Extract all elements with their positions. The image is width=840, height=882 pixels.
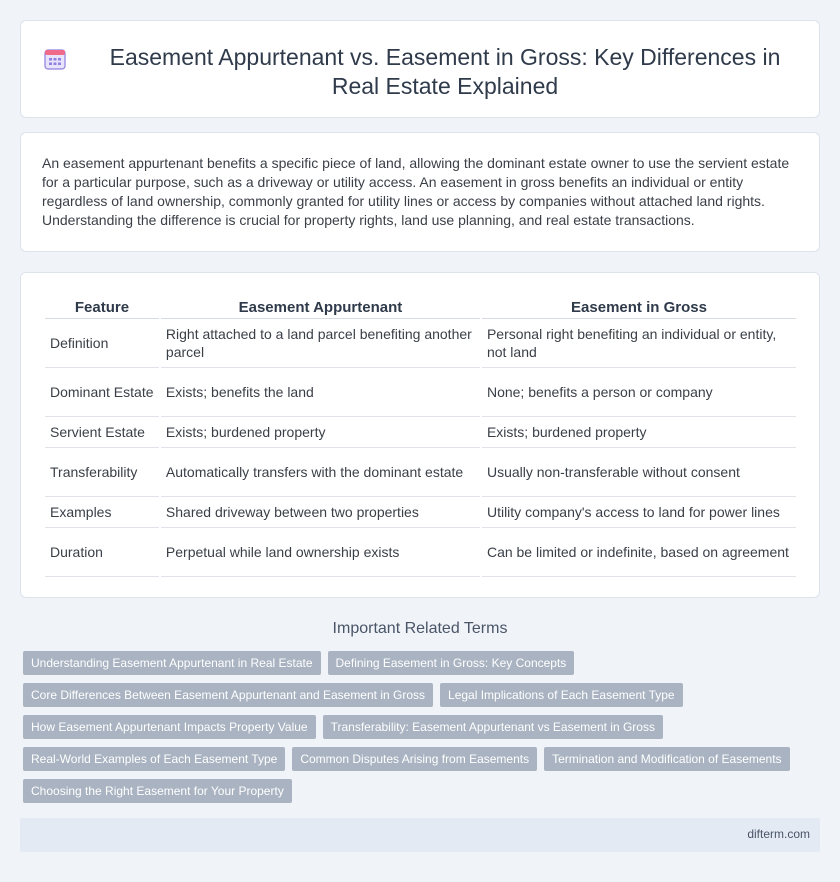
- table-row: [45, 528, 796, 577]
- table-cell: Personal right benefiting an individual or entity, not land: [482, 319, 796, 368]
- table-cell: Definition: [45, 319, 159, 368]
- tag-row: [23, 683, 813, 707]
- header-card: [20, 20, 820, 118]
- related-term-link[interactable]: How Easement Appurtenant Impacts Property Value: [23, 715, 316, 739]
- table-cell: Automatically transfers with the dominant estate: [161, 448, 480, 497]
- table-row: [45, 448, 796, 497]
- tag-row: [23, 747, 813, 771]
- related-term-link[interactable]: Common Disputes Arising from Easements: [292, 747, 537, 771]
- table-cell: Perpetual while land ownership exists: [161, 528, 480, 577]
- column-header-gross: Easement in Gross: [482, 295, 796, 319]
- table-header-row: [45, 295, 796, 319]
- table-cell: Servient Estate: [45, 417, 159, 448]
- related-term-link[interactable]: Real-World Examples of Each Easement Type: [23, 747, 285, 771]
- table-cell: Examples: [45, 497, 159, 528]
- column-header-appurtenant: Easement Appurtenant: [161, 295, 480, 319]
- column-header-feature: Feature: [45, 295, 159, 319]
- table-row: [45, 417, 796, 448]
- intro-card: [20, 132, 820, 252]
- related-term-link[interactable]: Core Differences Between Easement Appurtenant and Easement in Gross: [23, 683, 433, 707]
- table-cell: Shared driveway between two properties: [161, 497, 480, 528]
- related-terms-list: [23, 651, 813, 811]
- table-cell: Duration: [45, 528, 159, 577]
- related-term-link[interactable]: Termination and Modification of Easements: [544, 747, 789, 771]
- table-row: [45, 319, 796, 368]
- footer: [20, 818, 820, 852]
- comparison-table: [43, 295, 798, 577]
- comparison-table-card: [20, 272, 820, 598]
- related-term-link[interactable]: Defining Easement in Gross: Key Concepts: [328, 651, 575, 675]
- page-title: Easement Appurtenant vs. Easement in Gross: Key Differences in Real Estate Explained: [109, 44, 781, 99]
- table-cell: None; benefits a person or company: [482, 368, 796, 417]
- table-cell: Exists; benefits the land: [161, 368, 480, 417]
- table-row: [45, 368, 796, 417]
- tag-row: [23, 715, 813, 739]
- table-cell: Transferability: [45, 448, 159, 497]
- table-cell: Can be limited or indefinite, based on agreement: [482, 528, 796, 577]
- table-row: [45, 497, 796, 528]
- related-term-link[interactable]: Choosing the Right Easement for Your Property: [23, 779, 292, 803]
- related-term-link[interactable]: Understanding Easement Appurtenant in Real Estate: [23, 651, 321, 675]
- table-cell: Exists; burdened property: [482, 417, 796, 448]
- intro-paragraph: An easement appurtenant benefits a specific piece of land, allowing the dominant estate owner to use the servient estate for a particular purpose, such as a driveway or utility access. An easement in gross benefits an individual or entity regardless of land ownership, commonly granted for utility lines or access by companies without attached land rights. Understanding the difference is crucial for property rights, land use planning, and real estate transactions.: [42, 155, 790, 228]
- related-term-link[interactable]: Transferability: Easement Appurtenant vs Easement in Gross: [323, 715, 663, 739]
- table-cell: Exists; burdened property: [161, 417, 480, 448]
- table-cell: Right attached to a land parcel benefiting another parcel: [161, 319, 480, 368]
- related-terms-title: Important Related Terms: [332, 620, 508, 637]
- footer-site-name: difterm.com: [747, 827, 810, 841]
- tag-row: [23, 779, 813, 803]
- table-cell: Utility company's access to land for power lines: [482, 497, 796, 528]
- table-cell: Usually non-transferable without consent: [482, 448, 796, 497]
- related-term-link[interactable]: Legal Implications of Each Easement Type: [440, 683, 683, 707]
- table-cell: Dominant Estate: [45, 368, 159, 417]
- tag-row: [23, 651, 813, 675]
